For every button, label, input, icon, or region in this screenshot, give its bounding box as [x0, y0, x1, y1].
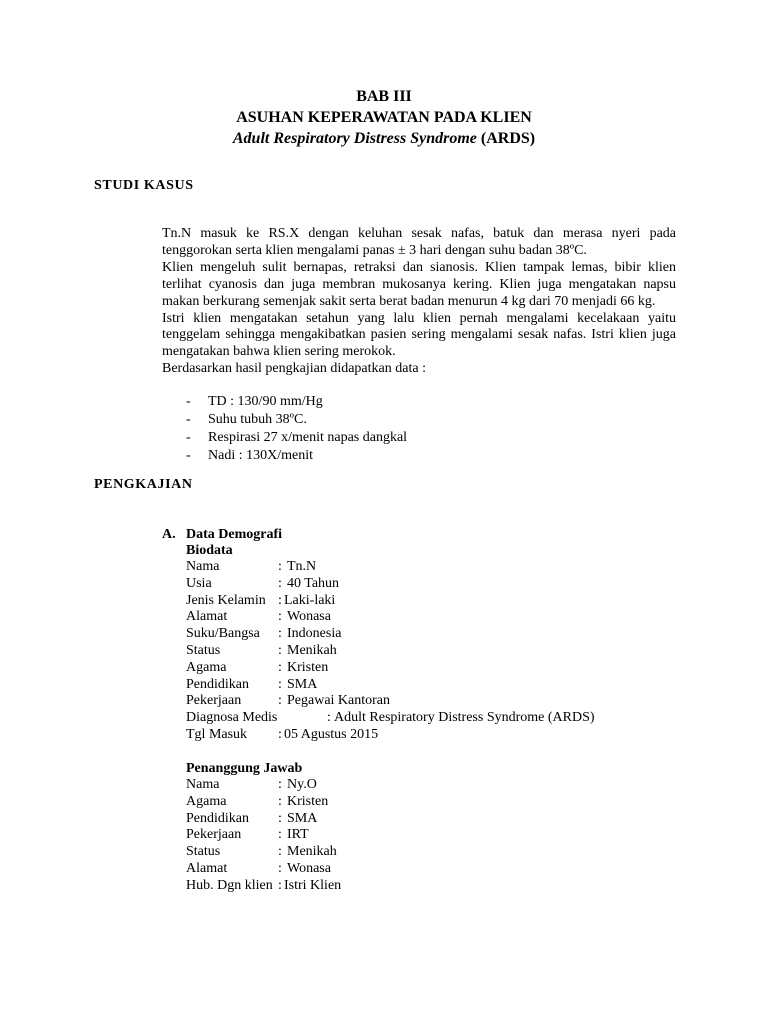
field-separator: : [278, 575, 282, 591]
field-label: Alamat [186, 860, 228, 876]
field-label: Jenis Kelamin [186, 592, 266, 608]
field-separator: : [278, 592, 282, 608]
chapter-subtitle-abbrev: (ARDS) [476, 130, 536, 147]
case-paragraph: Tn.N masuk ke RS.X dengan keluhan sesak nafas, batuk dan merasa nyeri pada tenggorokan serta klien mengalami panas ± 3 hari dengan suhu badan 38ºC. [162, 226, 676, 258]
field-separator: : [278, 777, 282, 792]
field-separator: : [278, 827, 282, 843]
field-separator: : [278, 609, 282, 625]
case-paragraph: Klien mengeluh sulit bernapas, retraksi dan sianosis. Klien tampak lemas, bibir klien terlihat cyanosis dan juga membran mukosanya kering. Klien juga mengatakan napsu makan berkurang semenjak sakit serta berat badan menurun 4 kg dari 70 menjadi 66 kg. [162, 259, 676, 309]
data-demografi-heading [162, 526, 282, 543]
field-value: Laki-laki [284, 592, 336, 608]
field-value: Menikah [287, 642, 337, 658]
chapter-number: BAB III [356, 88, 412, 105]
field-label: Pendidikan [186, 676, 249, 692]
field-label: Pendidikan [186, 810, 249, 826]
bullet-dash: - [186, 412, 191, 427]
field-value: Pegawai Kantoran [287, 693, 391, 709]
field-value: 05 Agustus 2015 [284, 726, 379, 742]
field-label: Agama [186, 659, 227, 675]
field-value: Menikah [287, 844, 337, 860]
field-separator: : [278, 626, 282, 642]
case-paragraph: Istri klien mengatakan setahun yang lalu klien pernah mengalami kecelakaan yaitu tenggelam sehingga mengakibatkan pasien sering mengalami sesak nafas. Istri klien juga mengatakan bahwa klien sering merokok. [162, 310, 676, 360]
field-separator: : [278, 860, 282, 876]
field-value: Adult Respiratory Distress Syndrome (ARDS) [334, 710, 595, 726]
field-label: Suku/Bangsa [186, 626, 260, 642]
field-label: Usia [186, 575, 212, 591]
vital-text: Respirasi 27 x/menit napas dangkal [208, 430, 408, 445]
field-label: Alamat [186, 609, 228, 625]
case-description [162, 226, 676, 378]
field-label: Nama [186, 559, 220, 574]
field-value: Indonesia [287, 626, 342, 642]
field-value: Wonasa [287, 860, 331, 876]
chapter-title: ASUHAN KEPERAWATAN PADA KLIEN [236, 109, 532, 126]
penanggung-jawab-heading: Penanggung Jawab [186, 761, 303, 776]
chapter-title-block [0, 86, 768, 149]
field-label: Pekerjaan [186, 693, 242, 709]
vital-text: TD : 130/90 mm/Hg [208, 394, 323, 409]
field-separator: : [278, 810, 282, 826]
field-value: Tn.N [287, 559, 317, 574]
field-separator: : [278, 676, 282, 692]
chapter-subtitle-italic: Adult Respiratory Distress Syndrome [232, 130, 477, 147]
bullet-dash: - [186, 394, 191, 409]
field-value: Kristen [287, 793, 329, 809]
field-value: Wonasa [287, 609, 331, 625]
studi-kasus-heading: STUDI KASUS [94, 178, 194, 193]
field-label: Nama [186, 777, 220, 792]
field-separator: : [278, 642, 282, 658]
biodata-heading: Biodata [186, 543, 233, 558]
field-value: SMA [287, 810, 318, 826]
field-separator: : [278, 693, 282, 709]
field-label: Tgl Masuk [186, 726, 248, 742]
chapter-subtitle [0, 128, 768, 149]
section-letter: A. [162, 527, 176, 542]
case-paragraph: Berdasarkan hasil pengkajian didapatkan data : [162, 361, 426, 377]
pengkajian-heading: PENGKAJIAN [94, 477, 193, 492]
field-separator: : [278, 659, 282, 675]
field-separator: : [278, 844, 282, 860]
field-separator: : [327, 710, 331, 726]
field-label: Diagnosa Medis [186, 710, 278, 726]
field-value: Ny.O [287, 777, 317, 792]
field-separator: : [278, 559, 282, 574]
bullet-dash: - [186, 448, 191, 463]
field-label: Status [186, 642, 221, 658]
field-value: IRT [287, 827, 309, 843]
field-label: Pekerjaan [186, 827, 242, 843]
field-label: Hub. Dgn klien [186, 877, 273, 893]
field-value: SMA [287, 676, 318, 692]
field-value: 40 Tahun [287, 575, 340, 591]
field-label: Status [186, 844, 221, 860]
field-value: Istri Klien [284, 877, 342, 893]
section-title: Data Demografi [186, 527, 283, 542]
field-label: Agama [186, 793, 227, 809]
field-separator: : [278, 793, 282, 809]
field-separator: : [278, 877, 282, 893]
bullet-dash: - [186, 430, 191, 445]
vital-text: Nadi : 130X/menit [208, 448, 313, 463]
vital-text: Suhu tubuh 38ºC. [208, 412, 307, 427]
field-separator: : [278, 726, 282, 742]
field-value: Kristen [287, 659, 329, 675]
